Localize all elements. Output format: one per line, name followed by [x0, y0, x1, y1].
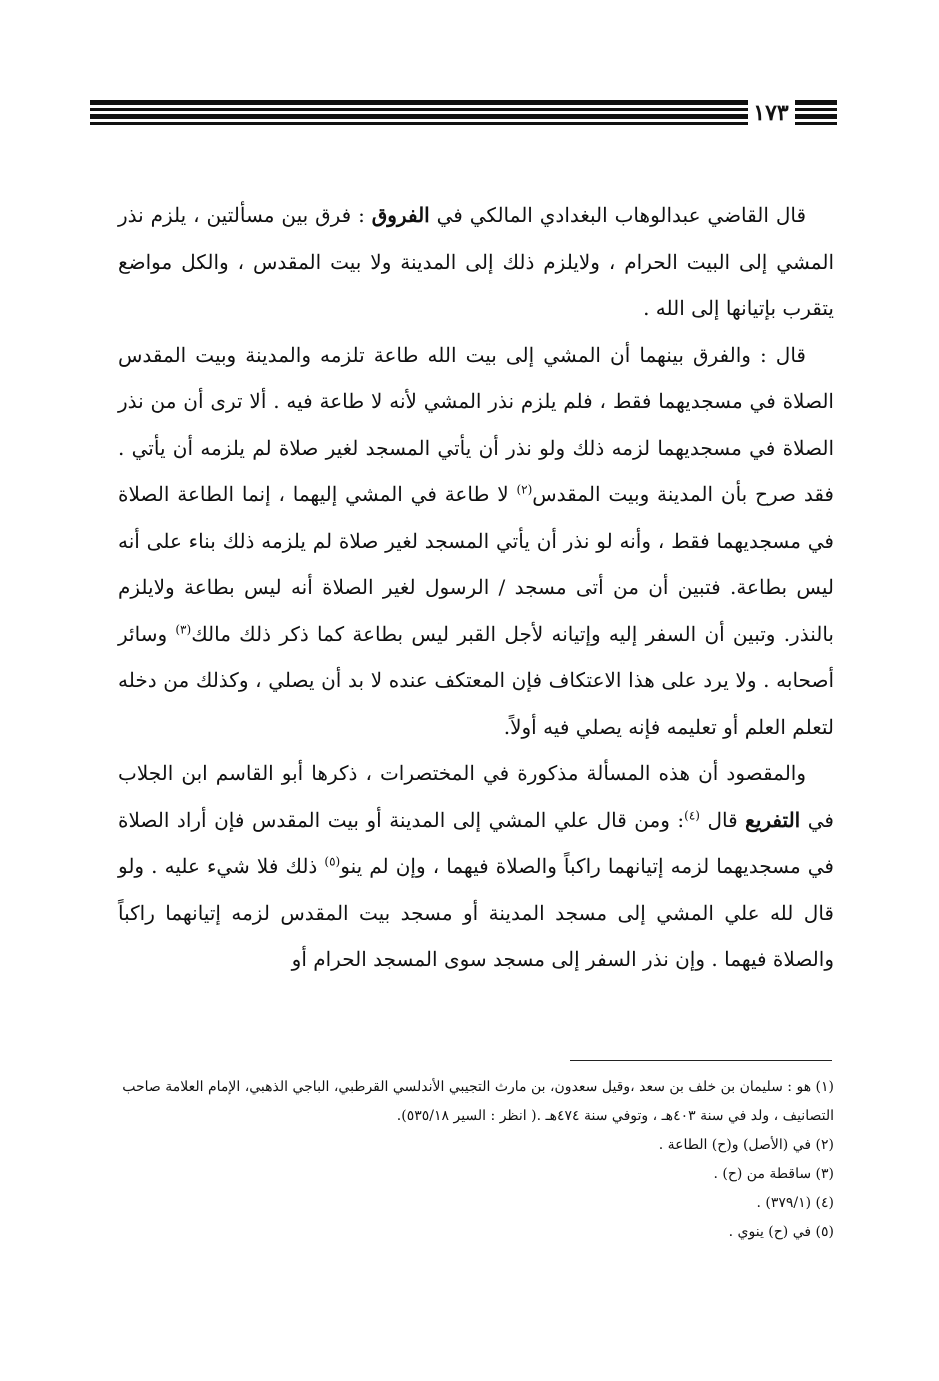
paragraph-text: قال : والفرق بينهما أن المشي إلى بيت الله طاعة تلزمه والمدينة وبيت المقدس الصلاة في مسجديهما فقط ، فلم يلزم نذر المشي لأنه لا طاعة فيه . ألا ترى أن من نذر الصلاة في مسجديهما لزمه ذلك ولو نذر أن يأتي المسجد لغير صلاة لم يلزمه أن يأتي . فقد صرح بأن المدينة وبيت المقدس: [118, 342, 834, 506]
footnote-ref-5[interactable]: (٥): [324, 854, 341, 869]
footnote-4: (٤) (٣٧٩/١) .: [756, 1195, 834, 1211]
paragraph-text: لا طاعة في المشي إليهما ، إنما الطاعة الصلاة في مسجديهما فقط ، وأنه لو نذر أن يأتي المسجد لغير صلاة لم يلزمه ذلك بناء على أنه ليس بطاعة. فتبين أن من أتى مسجد / الرسول لغير الصلاة أنه ليس بطاعة ولايلزم بالنذر. وتبين أن السفر إليه وإتيانه لأجل القبر ليس بطاعة كما ذكر ذلك مالك: [118, 482, 834, 646]
paragraph-text: والمقصود أن هذه المسألة مذكورة في المختصرات ، ذكرها أبو القاسم ابن الجلاب في: [118, 761, 834, 832]
footnote-1: (١) هو : سليمان بن خلف بن سعد ،وقيل سعدون، بن مارث التجيبي الأندلسي القرطبي، الباجي الذهبي، الإمام العلامة صاحب التصانيف ، ولد في سنة ٤٠٣هـ ، وتوفي سنة ٤٧٤هـ .( انظر : السير ٥٣٥/١٨).: [122, 1079, 834, 1124]
footnotes: [118, 1073, 834, 1247]
paragraph-text: : فرق بين مسألتين ، يلزم نذر المشي إلى البيت الحرام ، ولايلزم ذلك إلى المدينة ولا بيت المقدس ، والكل مواضع يتقرب بإتيانها إلى الله .: [118, 203, 834, 320]
footnote-separator: [570, 1060, 832, 1061]
footnote-3: (٣) ساقطة من (ح) .: [713, 1166, 834, 1182]
header-rule-right: [795, 100, 837, 128]
page-number: ١٧٣: [753, 100, 789, 126]
header-rule-line: [90, 100, 748, 105]
paragraph-1: [118, 192, 834, 332]
footnote-ref-4[interactable]: (٤): [684, 807, 700, 822]
header-rule-line: [90, 108, 748, 111]
paragraph-text: قال: [699, 807, 746, 832]
footnote-ref-3[interactable]: (٣): [175, 621, 192, 636]
header-rule-line: [795, 108, 837, 111]
footnote-5: (٥) في (ح) ينوي .: [728, 1224, 834, 1240]
paragraph-3: [118, 750, 834, 983]
paragraph-text: قال القاضي عبدالوهاب البغدادي المالكي في: [429, 203, 807, 227]
book-title: التفريع: [745, 807, 801, 832]
header-rule-line: [795, 114, 837, 119]
paragraph-2: [118, 332, 834, 751]
header-rule-line: [795, 122, 837, 125]
header-rule-line: [795, 100, 837, 105]
header-rule-line: [90, 114, 748, 119]
paragraph-text: ذلك فلا شيء عليه . ولو قال لله علي المشي إلى مسجد المدينة أو مسجد بيت المقدس لزمه إتيانهما راكباً والصلاة فيهما . وإن نذر السفر إلى مسجد سوى المسجد الحرام أو: [118, 854, 834, 971]
paragraph-text: : ومن قال علي المشي إلى المدينة أو بيت المقدس فإن أراد الصلاة في مسجديهما لزمه إتيانهما راكباً والصلاة فيهما ، وإن لم ينو: [118, 807, 834, 878]
footnote-ref-2[interactable]: (٢): [516, 482, 533, 497]
paragraph-text: وسائر أصحابه . ولا يرد على هذا الاعتكاف فإن المعتكف عنده لا بد أن يصلي ، وكذلك من دخله لتعلم العلم أو تعليمه فإنه يصلي فيه أولاً.: [118, 621, 834, 739]
book-title: الفروق: [371, 203, 430, 227]
header-rule-left: [90, 100, 748, 128]
footnote-2: (٢) في (الأصل) و(ح) الطاعة .: [658, 1137, 834, 1153]
main-text: [118, 192, 834, 983]
header-rule-line: [90, 122, 748, 125]
